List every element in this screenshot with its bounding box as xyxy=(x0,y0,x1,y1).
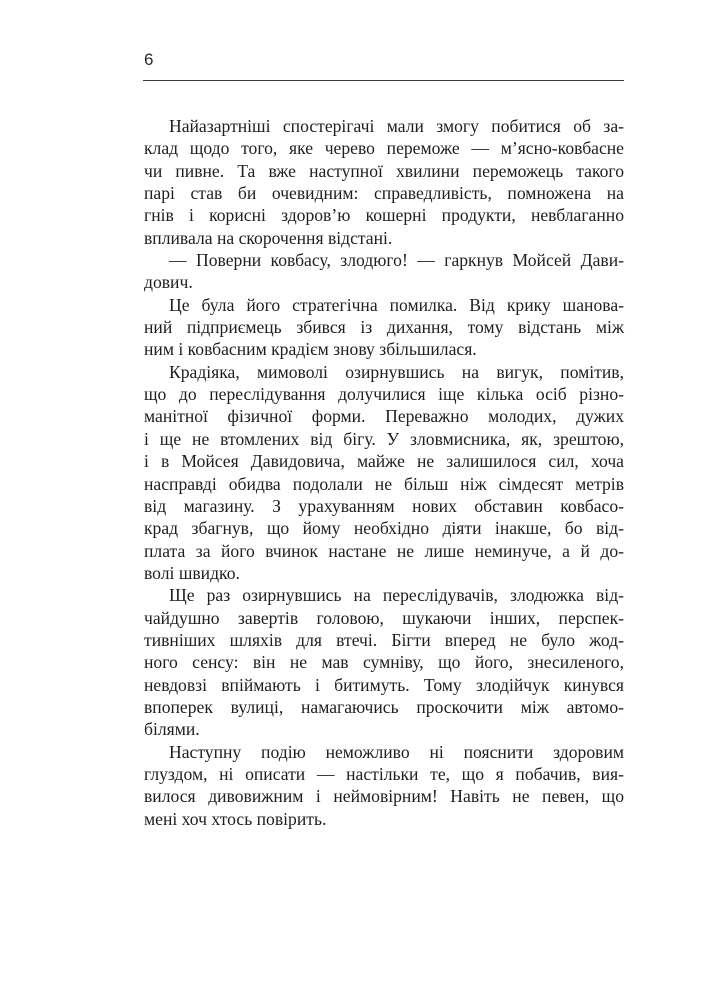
text-line: Ще раз озирнувшись на переслідувачів, злодюжка від- xyxy=(169,585,624,606)
paragraph xyxy=(144,294,624,361)
text-line: ний підприємець збився із дихання, тому відстань між xyxy=(144,317,624,338)
paragraph xyxy=(144,249,624,294)
paragraph xyxy=(144,584,624,740)
text-line: парі став би очевидним: справедливість, помножена на xyxy=(144,183,624,204)
text-line: чайдушно завертів головою, шукаючи інших, перспек- xyxy=(144,607,624,628)
text-line: дович. xyxy=(144,272,193,293)
text-line: Найазартніші спостерігачі мали змогу побитися об за- xyxy=(169,116,624,136)
text-line: насправді обидва подолали не більш ніж сімдесят метрів xyxy=(144,473,624,494)
text-line: і ще не втомлених від бігу. У зловмисника, як, зрештою, xyxy=(144,428,624,449)
text-line: Крадіяка, мимоволі озирнувшись на вигук, помітив, xyxy=(169,361,624,382)
text-line: гнів і корисні здоров’ю кошерні продукти, невблаганно xyxy=(144,205,624,226)
text-line: Наступну подію неможливо ні пояснити здоровим xyxy=(169,741,624,762)
text-line: впливала на скорочення відстані. xyxy=(144,227,393,248)
text-line: крад збагнув, що йому необхідно діяти інакше, бо від- xyxy=(144,518,624,539)
paragraph xyxy=(144,741,624,830)
header-rule xyxy=(143,80,624,81)
text-line: ним і ковбасним крадієм знову збільшилася. xyxy=(144,339,477,360)
text-line: клад щодо того, яке черево переможе — м’ясно-ковбасне xyxy=(144,138,624,159)
text-line: тивніших шляхів для втечі. Бігти вперед не було жод- xyxy=(144,629,624,650)
text-line: ного сенсу: він не мав сумніву, що його, знесиленого, xyxy=(144,652,624,673)
text-line: білями. xyxy=(144,719,200,740)
text-line: глуздом, ні описати — настільки те, що я побачив, вия- xyxy=(144,763,624,784)
page-number: 6 xyxy=(144,50,154,69)
text-line: чи пивне. Та вже наступної хвилини переможець такого xyxy=(144,160,624,181)
text-line: Це була його стратегічна помилка. Від крику шанова- xyxy=(169,294,624,315)
paragraph xyxy=(144,361,624,584)
paragraph xyxy=(144,115,624,249)
text-line: що до переслідування долучилися іще кілька осіб різно- xyxy=(144,384,624,405)
text-line: — Поверни ковбасу, злодюго! — гаркнув Мойсей Дави- xyxy=(169,250,624,271)
text-line: і в Мойсея Давидовича, майже не залишилося сил, хоча xyxy=(144,451,624,472)
text-body xyxy=(144,115,624,830)
text-line: волі швидко. xyxy=(144,562,240,583)
text-line: плата за його вчинок настане не лише неминуче, а й до- xyxy=(144,540,624,561)
text-line: манітної фізичної форми. Переважно молодих, дужих xyxy=(144,406,624,427)
text-line: мені хоч хтось повірить. xyxy=(144,808,327,829)
text-line: від магазину. З урахуванням нових обставин ковбасо- xyxy=(144,495,624,516)
text-line: невдовзі впіймають і битимуть. Тому злодійчук кинувся xyxy=(144,674,624,695)
text-line: впоперек вулиці, намагаючись проскочити між автомо- xyxy=(144,696,624,717)
text-line: вилося дивовижним і неймовірним! Навіть не певен, що xyxy=(144,786,624,807)
